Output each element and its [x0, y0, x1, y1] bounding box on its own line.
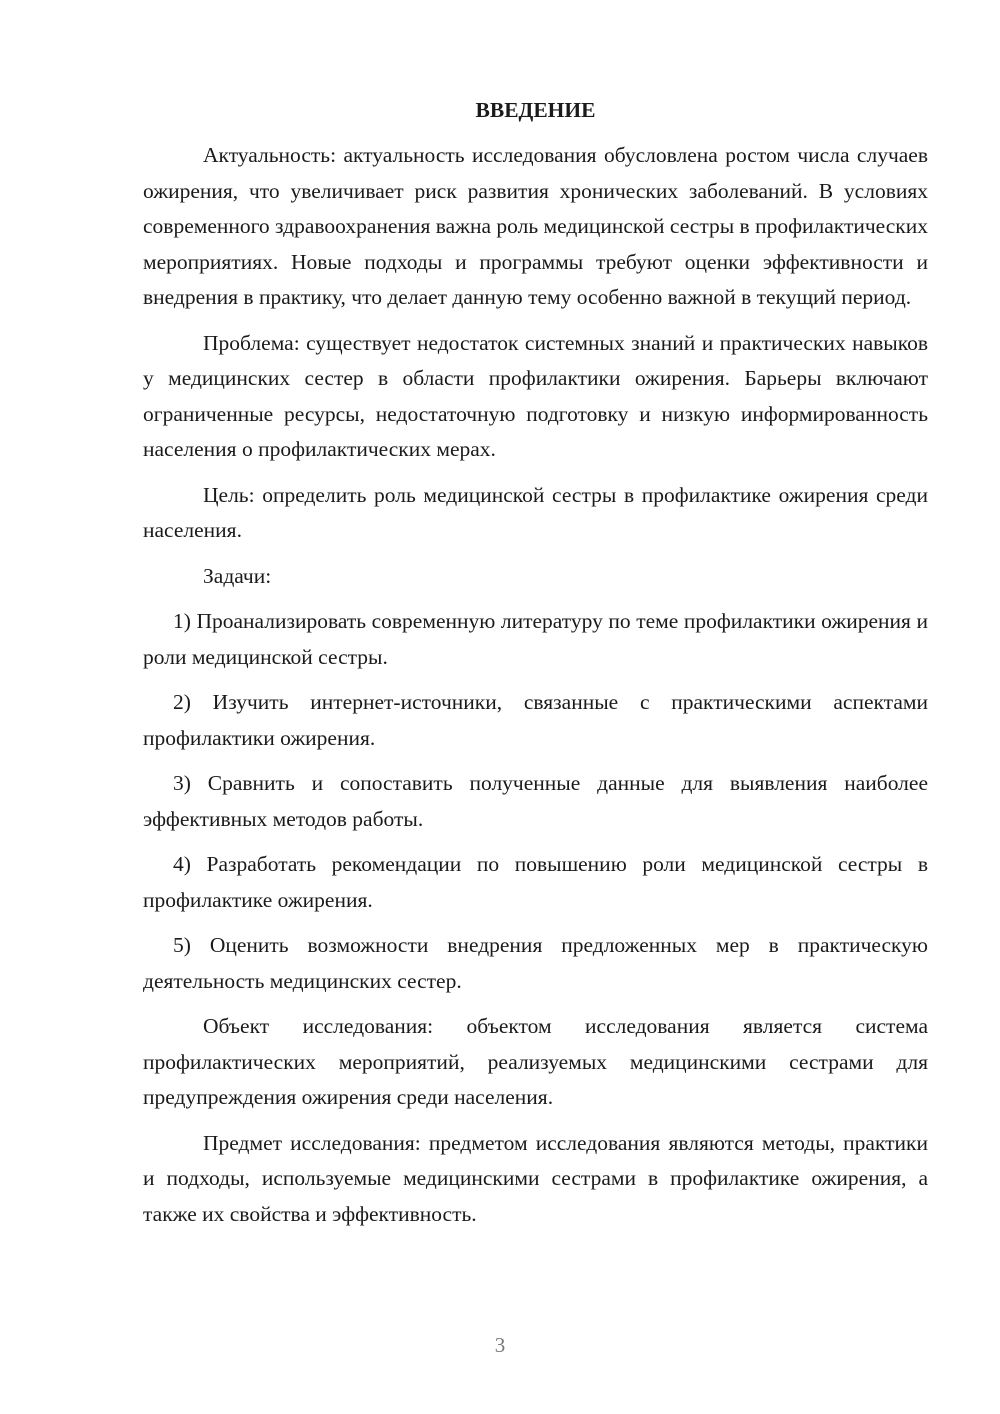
task-item-3: 3) Сравнить и сопоставить полученные данные для выявления наиболее эффективных методов работы. — [143, 771, 928, 831]
goal-paragraph: Цель: определить роль медицинской сестры в профилактике ожирения среди населения. — [143, 482, 928, 542]
relevance-paragraph: Актуальность: актуальность исследования обусловлена ростом числа случаев ожирения, что увеличивает риск развития хронических заболеваний. В условиях современного здравоохранения важна роль медицинской сестры в профилактических мероприятиях. Новые подходы и программы требуют оценки эффективности и внедрения в практику, что делает данную тему особенно важной в текущий период. — [143, 143, 928, 309]
object-paragraph: Объект исследования: объектом исследования является система профилактических мероприятий, реализуемых медицинскими сестрами для предупреждения ожирения среди населения. — [143, 1014, 928, 1109]
section-title: ВВЕДЕНИЕ — [475, 98, 596, 122]
task-item-4: 4) Разработать рекомендации по повышению роли медицинской сестры в профилактике ожирения. — [143, 852, 928, 912]
subject-paragraph: Предмет исследования: предметом исследования являются методы, практики и подходы, используемые медицинскими сестрами в профилактике ожирения, а также их свойства и эффективность. — [143, 1130, 928, 1226]
tasks-heading: Задачи: — [203, 563, 272, 588]
task-item-1: 1) Проанализировать современную литературу по теме профилактики ожирения и роли медицинской сестры. — [143, 609, 928, 669]
document-page — [143, 94, 928, 1242]
problem-paragraph: Проблема: существует недостаток системных знаний и практических навыков у медицинских сестер в области профилактики ожирения. Барьеры включают ограниченные ресурсы, недостаточную подготовку и низкую информированность населения о профилактических мерах. — [143, 330, 928, 461]
page-number: 3 — [494, 1333, 506, 1357]
task-item-2: 2) Изучить интернет-источники, связанные с практическими аспектами профилактики ожирения. — [143, 690, 928, 750]
task-item-5: 5) Оценить возможности внедрения предложенных мер в практическую деятельность медицинских сестер. — [143, 933, 928, 993]
